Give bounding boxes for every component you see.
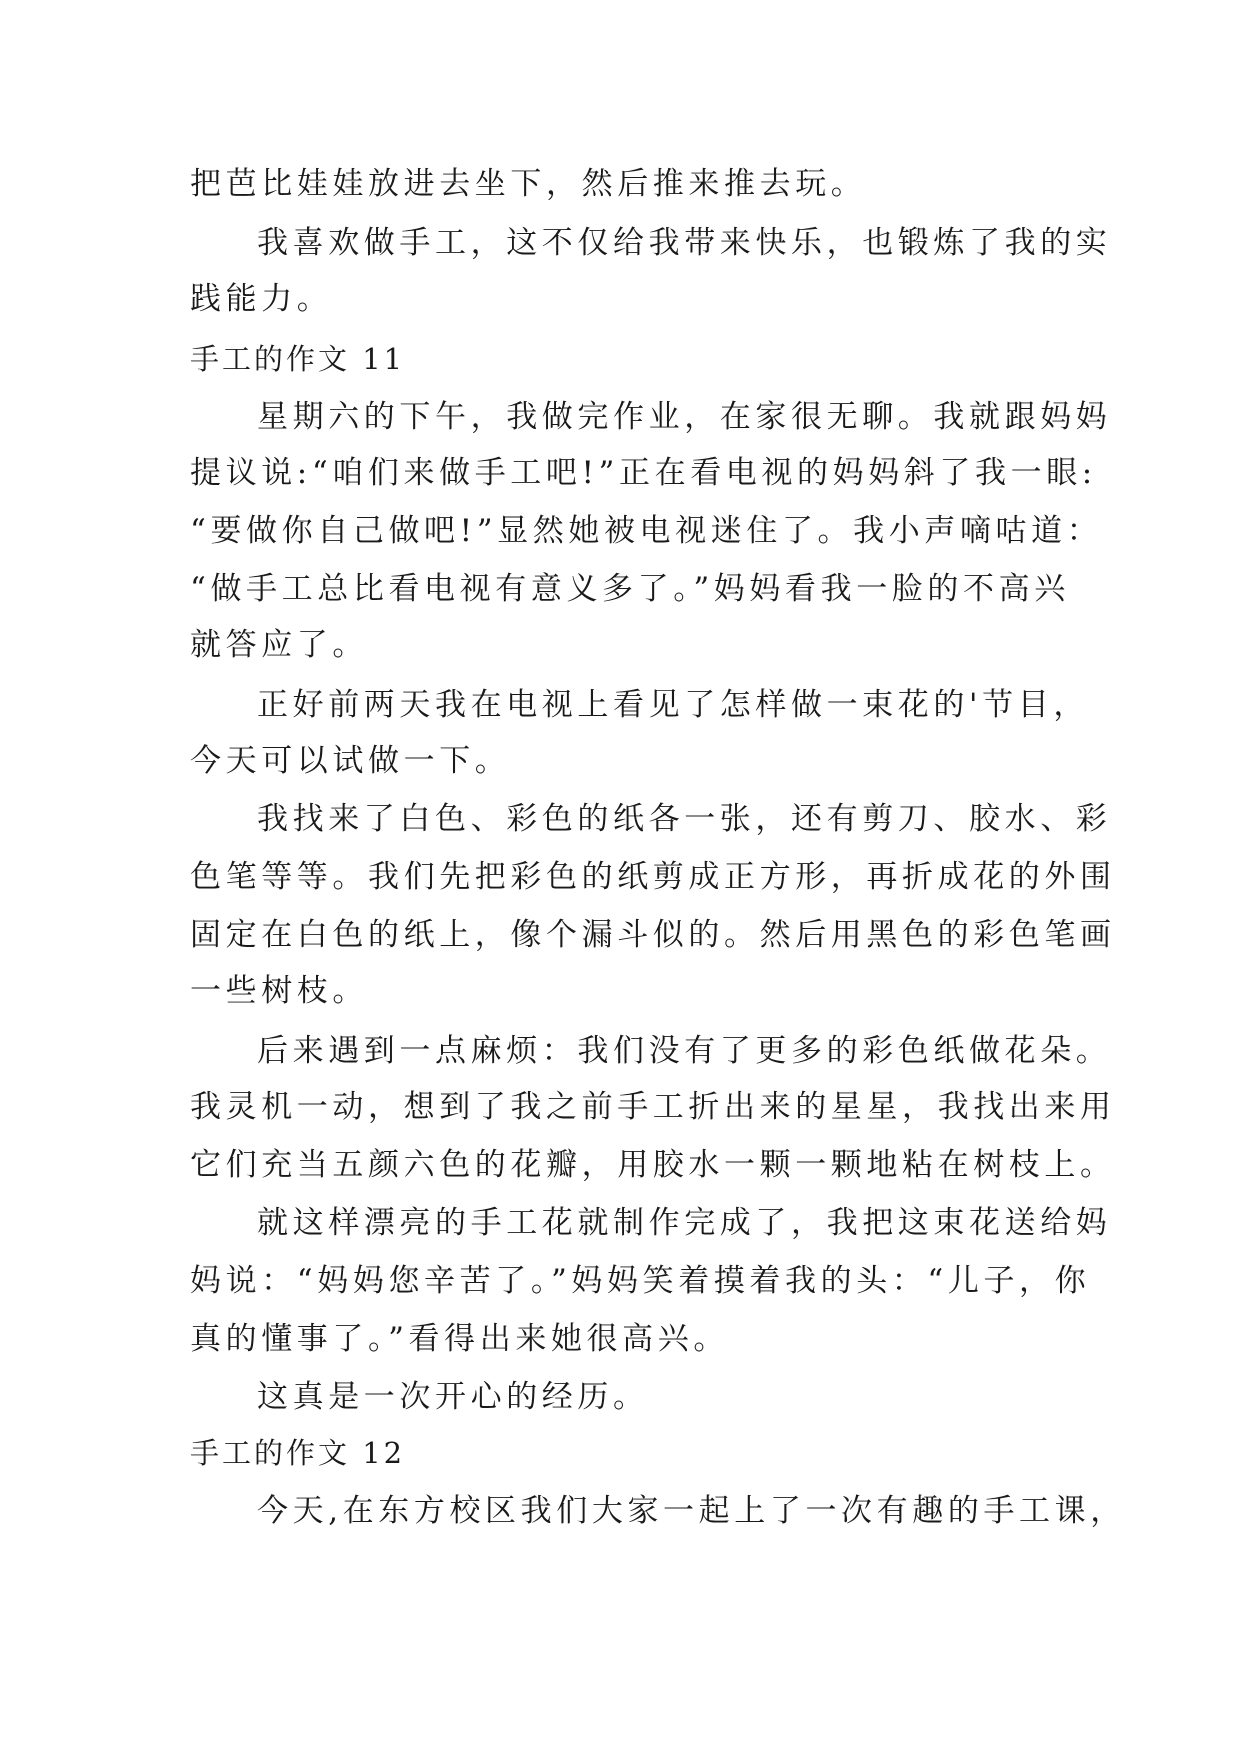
paragraph-line: 就答应了。	[190, 627, 368, 663]
paragraph-line: 我灵机一动，想到了我之前手工折出来的星星，我找出来用	[190, 1089, 1116, 1125]
paragraph-line: 就这样漂亮的手工花就制作完成了，我把这束花送给妈	[257, 1205, 1112, 1241]
paragraph-line: 后来遇到一点麻烦：我们没有了更多的彩色纸做花朵。	[257, 1033, 1112, 1069]
paragraph-line: 我喜欢做手工，这不仅给我带来快乐，也锻炼了我的实	[257, 225, 1112, 261]
paragraph-line: 它们充当五颜六色的花瓣，用胶水一颗一颗地粘在树枝上。	[190, 1147, 1116, 1183]
paragraph-line: 这真是一次开心的经历。	[257, 1379, 649, 1415]
paragraph-line: 星期六的下午，我做完作业，在家很无聊。我就跟妈妈	[257, 399, 1112, 435]
paragraph-line: 今天,在东方校区我们大家一起上了一次有趣的手工课，	[257, 1493, 1126, 1529]
section-heading: 手工的作文 12	[190, 1436, 406, 1470]
paragraph-line: 提议说:“咱们来做手工吧!”正在看电视的妈妈斜了我一眼:	[190, 455, 1097, 491]
paragraph-line: 妈说：“妈妈您辛苦了。”妈妈笑着摸着我的头：“儿子，你	[190, 1263, 1091, 1299]
paragraph-line: 真的懂事了。”看得出来她很高兴。	[190, 1321, 729, 1357]
paragraph-line: 把芭比娃娃放进去坐下，然后推来推去玩。	[190, 166, 867, 202]
paragraph-line: 色笔等等。我们先把彩色的纸剪成正方形，再折成花的外围	[190, 859, 1116, 895]
paragraph-line: 今天可以试做一下。	[190, 743, 511, 779]
section-heading: 手工的作文 11	[190, 342, 406, 376]
paragraph-line: 践能力。	[190, 281, 333, 317]
paragraph-line: 正好前两天我在电视上看见了怎样做一束花的'节目，	[257, 687, 1089, 723]
paragraph-line: “做手工总比看电视有意义多了。”妈妈看我一脸的不高兴	[190, 571, 1070, 607]
paragraph-line: 固定在白色的纸上，像个漏斗似的。然后用黑色的彩色笔画	[190, 917, 1116, 953]
paragraph-line: “要做你自己做吧!”显然她被电视迷住了。我小声嘀咕道：	[190, 513, 1103, 549]
paragraph-line: 我找来了白色、彩色的纸各一张，还有剪刀、胶水、彩	[257, 801, 1112, 837]
paragraph-line: 一些树枝。	[190, 973, 368, 1009]
